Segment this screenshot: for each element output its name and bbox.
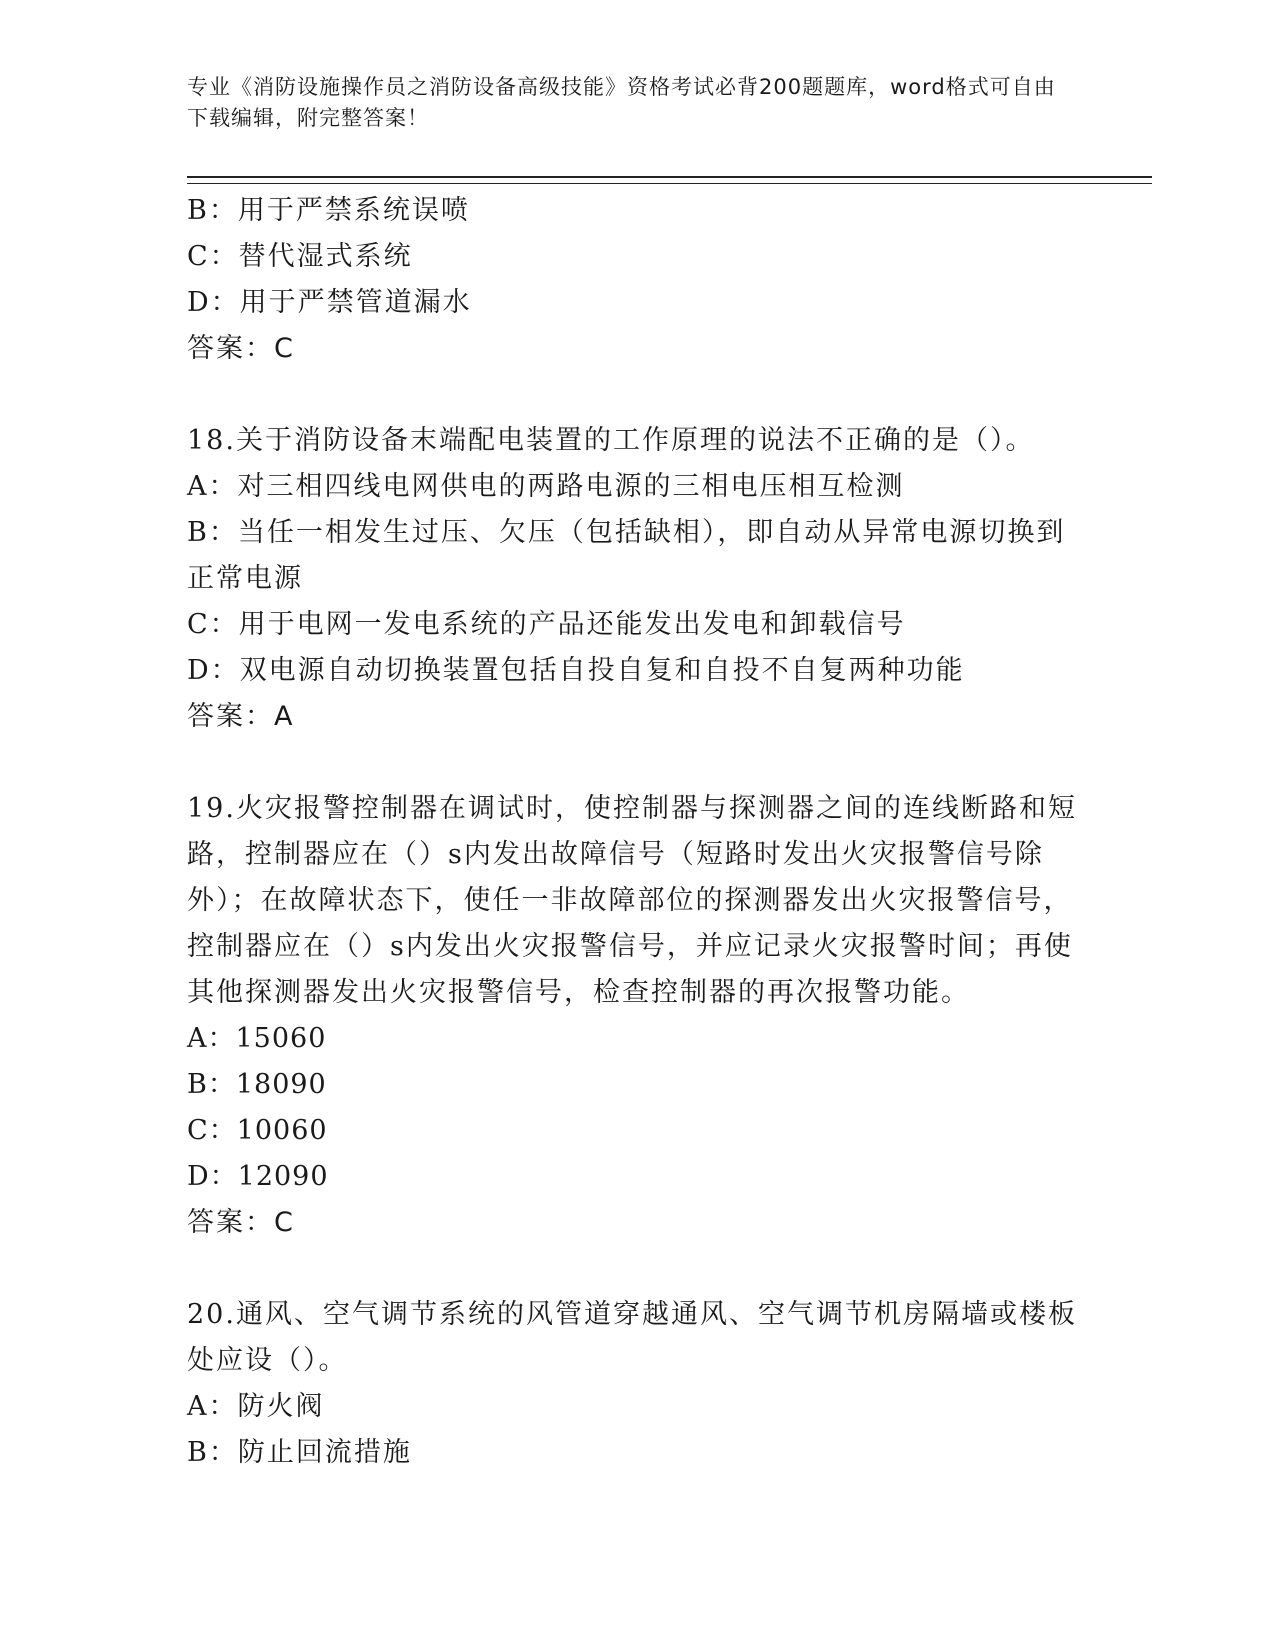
q20-option-a: A：防火阀 — [187, 1391, 325, 1422]
q19-option-c: C：10060 — [187, 1115, 328, 1146]
q18-option-a: A：对三相四线电网供电的两路电源的三相电压相互检测 — [187, 471, 905, 502]
q18-option-d: D：双电源自动切换装置包括自投自复和自投不自复两种功能 — [187, 655, 965, 686]
q18-answer: 答案：A — [187, 701, 295, 732]
q19-option-a: A：15060 — [187, 1023, 327, 1054]
header-divider — [187, 176, 1152, 184]
q18-option-b: B：当任一相发生过压、欠压（包括缺相），即自动从异常电源切换到正常电源 — [187, 517, 1066, 594]
prev-option-b: B：用于严禁系统误喷 — [187, 195, 470, 226]
q18-stem: 18.关于消防设备末端配电装置的工作原理的说法不正确的是（）。 — [187, 425, 1035, 456]
spacer — [187, 1246, 1087, 1292]
prev-answer: 答案：C — [187, 333, 295, 364]
spacer — [187, 740, 1087, 786]
q20-stem: 20.通风、空气调节系统的风管道穿越通风、空气调节机房隔墙或楼板处应设（）。 — [187, 1299, 1077, 1376]
q19-option-d: D：12090 — [187, 1161, 329, 1192]
q19-answer: 答案：C — [187, 1207, 295, 1238]
question-content — [187, 188, 1087, 1476]
q18-option-c: C：用于电网一发电系统的产品还能发出发电和卸载信号 — [187, 609, 906, 640]
prev-option-c: C：替代湿式系统 — [187, 241, 413, 272]
q19-stem: 19.火灾报警控制器在调试时，使控制器与探测器之间的连线断路和短路，控制器应在（）s内发出故障信号（短路时发出火灾报警信号除外）；在故障状态下，使任一非故障部位的探测器发出火灾报警信号，控制器应在（）s内发出火灾报警信号，并应记录火灾报警时间；再使其他探测器发出火灾报警信号，检查控制器的再次报警功能。 — [187, 793, 1077, 1008]
page-header: 专业《消防设施操作员之消防设备高级技能》资格考试必背200题题库，word格式可自由下载编辑，附完整答案！ — [187, 75, 1056, 130]
q19-option-b: B：18090 — [187, 1069, 327, 1100]
prev-option-d: D：用于严禁管道漏水 — [187, 287, 472, 318]
q20-option-b: B：防止回流措施 — [187, 1437, 412, 1468]
spacer — [187, 372, 1087, 418]
